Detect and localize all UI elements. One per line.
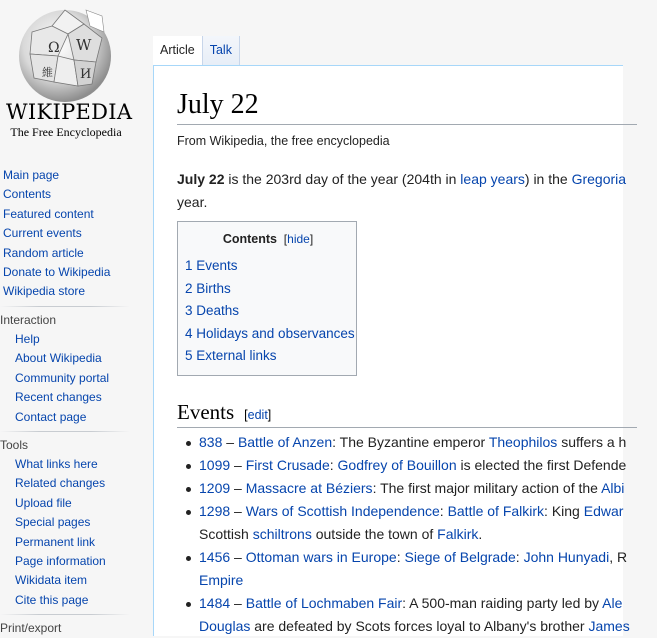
event-text: outside the town of bbox=[311, 526, 438, 542]
svg-text:W: W bbox=[76, 36, 92, 54]
tab-article[interactable]: Article bbox=[153, 36, 203, 65]
edit-link[interactable]: edit bbox=[247, 408, 268, 422]
sidebar-link[interactable]: Contact page bbox=[15, 409, 87, 424]
year-link[interactable]: 1298 bbox=[199, 503, 231, 519]
sidebar-navigation bbox=[3, 166, 110, 302]
event-link[interactable]: James bbox=[588, 618, 630, 634]
sidebar-item-related-changes[interactable] bbox=[15, 474, 106, 493]
sidebar-item-random-article[interactable] bbox=[3, 244, 110, 263]
event-link[interactable]: Battle of Falkirk bbox=[447, 503, 545, 519]
sidebar-item-special-pages[interactable] bbox=[15, 513, 106, 532]
event-link[interactable]: Albi bbox=[601, 480, 625, 496]
event-text: : bbox=[329, 457, 338, 473]
toc-hide-toggle[interactable]: [hide] bbox=[280, 232, 314, 246]
event-text: : King bbox=[544, 503, 584, 519]
svg-text:Ω: Ω bbox=[48, 40, 60, 56]
toc-link-holidays[interactable]: 4 Holidays and observances bbox=[185, 325, 355, 341]
sidebar-item-contents[interactable] bbox=[3, 185, 110, 204]
sidebar-item-cite-this-page[interactable] bbox=[15, 591, 106, 610]
event-continuation bbox=[199, 615, 647, 638]
list-item: 1209 – Massacre at Béziers: The first major military action of the Albi bbox=[177, 477, 647, 500]
list-item: 838 – Battle of Anzen: The Byzantine emperor Theophilos suffers a h bbox=[177, 431, 647, 454]
event-link[interactable]: Godfrey of Bouillon bbox=[337, 457, 457, 473]
event-text: : The Byzantine emperor bbox=[332, 434, 489, 450]
event-text: Scottish bbox=[199, 526, 253, 542]
event-link[interactable]: schiltrons bbox=[252, 526, 312, 542]
sidebar-item-current-events[interactable] bbox=[3, 224, 110, 243]
print-export-heading[interactable]: Print/export bbox=[0, 621, 62, 635]
event-link[interactable]: Siege of Belgrade bbox=[404, 549, 516, 565]
event-text: : bbox=[396, 549, 405, 565]
event-link[interactable]: John Hunyadi bbox=[523, 549, 610, 565]
toc-item[interactable] bbox=[185, 345, 355, 368]
svg-text:維: 維 bbox=[42, 66, 53, 79]
event-text: : bbox=[515, 549, 524, 565]
event-link[interactable]: Battle of Anzen bbox=[237, 434, 333, 450]
event-link[interactable]: Falkirk bbox=[437, 526, 479, 542]
event-link[interactable]: Wars of Scottish Independence bbox=[245, 503, 440, 519]
leap-years-link[interactable]: leap years bbox=[460, 171, 525, 187]
intro-text: is the 203rd day of the year (204th in bbox=[224, 171, 461, 187]
toc-link-events[interactable]: 1 Events bbox=[185, 258, 238, 273]
sidebar-link[interactable]: Wikipedia store bbox=[3, 284, 86, 299]
sidebar-link[interactable]: Permanent link bbox=[15, 534, 96, 549]
sidebar-item-what-links-here[interactable] bbox=[15, 455, 106, 474]
event-text: . bbox=[478, 526, 483, 542]
sidebar-item-recent-changes[interactable] bbox=[15, 388, 109, 407]
sidebar-item-contact-page[interactable] bbox=[15, 408, 109, 427]
list-item: 1456 – Ottoman wars in Europe: Siege of Belgrade: John Hunyadi, R Empire bbox=[177, 546, 647, 592]
events-section-heading bbox=[177, 399, 271, 428]
event-link[interactable]: First Crusade bbox=[245, 457, 330, 473]
year-link[interactable]: 1209 bbox=[199, 480, 231, 496]
tagline: The Free Encyclopedia bbox=[10, 125, 122, 139]
sidebar-item-store[interactable] bbox=[3, 282, 110, 301]
event-text: : A 500-man raiding party led by bbox=[402, 595, 603, 611]
sidebar-link[interactable]: Page information bbox=[15, 553, 106, 568]
event-text: suffers a h bbox=[557, 434, 627, 450]
sidebar-link[interactable]: Featured content bbox=[3, 206, 94, 221]
tab-talk[interactable]: Talk bbox=[203, 36, 240, 65]
sidebar-link[interactable]: Wikidata item bbox=[15, 573, 88, 588]
list-item: 1099 – First Crusade: Godfrey of Bouillon is elected the first Defende bbox=[177, 454, 647, 477]
event-link[interactable]: Ale bbox=[602, 595, 623, 611]
sidebar-item-permanent-link[interactable] bbox=[15, 533, 106, 552]
toc-title bbox=[178, 232, 358, 246]
toc-list bbox=[185, 255, 355, 368]
sidebar-link[interactable]: Main page bbox=[3, 168, 60, 182]
event-link[interactable]: Douglas bbox=[199, 618, 251, 634]
year-link[interactable]: 1484 bbox=[199, 595, 231, 611]
year-link[interactable]: 838 bbox=[199, 434, 223, 450]
event-text: is elected the first Defende bbox=[456, 457, 627, 473]
sidebar-divider bbox=[0, 306, 130, 307]
toc-heading: Contents bbox=[222, 232, 277, 246]
toc-item[interactable] bbox=[185, 278, 355, 301]
site-subtitle: From Wikipedia, the free encyclopedia bbox=[177, 134, 390, 148]
sidebar-link[interactable]: Community portal bbox=[15, 370, 110, 385]
intro-bold-term: July 22 bbox=[177, 171, 225, 187]
event-link[interactable]: Theophilos bbox=[488, 434, 558, 450]
sidebar-link[interactable]: Donate to Wikipedia bbox=[3, 264, 111, 279]
toc-hide-link[interactable]: hide bbox=[287, 232, 310, 246]
toc-link-births[interactable]: 2 Births bbox=[185, 280, 231, 296]
event-continuation bbox=[199, 523, 647, 546]
events-heading-text: Events bbox=[177, 400, 235, 424]
puzzle-globe-icon bbox=[12, 4, 118, 102]
sidebar-link[interactable]: Upload file bbox=[15, 495, 72, 510]
sidebar-link[interactable]: Recent changes bbox=[15, 390, 102, 405]
sidebar-link[interactable]: Contents bbox=[3, 187, 52, 202]
year-link[interactable]: 1456 bbox=[199, 549, 231, 565]
toc-item[interactable] bbox=[185, 300, 355, 323]
intro-text: year. bbox=[177, 194, 208, 210]
sidebar-link[interactable]: Related changes bbox=[15, 476, 106, 491]
sidebar-item-upload-file[interactable] bbox=[15, 494, 106, 513]
sidebar-item-community-portal[interactable] bbox=[15, 369, 109, 388]
section-divider bbox=[177, 427, 637, 428]
sidebar-link[interactable]: Current events bbox=[3, 226, 82, 241]
interaction-heading[interactable]: Interaction bbox=[0, 313, 57, 327]
page-tabs bbox=[153, 36, 240, 66]
events-list bbox=[177, 431, 647, 638]
edit-section[interactable]: [edit] bbox=[244, 408, 272, 422]
toc-link-external-links[interactable]: 5 External links bbox=[185, 348, 277, 364]
sidebar-link[interactable]: About Wikipedia bbox=[15, 351, 102, 366]
sidebar-divider bbox=[0, 431, 130, 432]
event-link[interactable]: Ottoman wars in Europe bbox=[245, 549, 397, 565]
sidebar-item-featured-content[interactable] bbox=[3, 205, 110, 224]
sidebar-item-about[interactable] bbox=[15, 349, 109, 368]
intro-text: ) in the bbox=[524, 171, 572, 187]
sidebar-item-page-information[interactable] bbox=[15, 552, 106, 571]
tools-menu bbox=[15, 455, 106, 610]
wordmark: WIKIPEDIA bbox=[6, 100, 133, 124]
list-item: 1484 – Battle of Lochmaben Fair: A 500-man raiding party led by Ale Douglas are defeated by Scots forces loyal to Albany's brother James bbox=[177, 592, 647, 638]
table-of-contents bbox=[177, 221, 357, 376]
event-link[interactable]: Battle of Lochmaben Fair bbox=[245, 595, 403, 611]
wikipedia-logo[interactable] bbox=[0, 0, 133, 150]
sidebar-link[interactable]: Cite this page bbox=[15, 592, 89, 607]
article-content bbox=[153, 65, 630, 636]
event-text: : The first major military action of the bbox=[372, 480, 602, 496]
sidebar-link[interactable]: Help bbox=[15, 332, 40, 346]
list-item: 1298 – Wars of Scottish Independence: Battle of Falkirk: King Edwar Scottish schiltrons outside the town of Falkirk. bbox=[177, 500, 647, 546]
page-title: July 22 bbox=[177, 89, 259, 120]
sidebar-item-donate[interactable] bbox=[3, 263, 110, 282]
toc-item[interactable] bbox=[185, 255, 355, 278]
tools-heading[interactable]: Tools bbox=[0, 438, 29, 452]
sidebar-link[interactable]: Special pages bbox=[15, 515, 91, 530]
event-text: are defeated by Scots forces loyal to Albany's brother bbox=[250, 618, 589, 634]
event-text: : bbox=[439, 503, 448, 519]
sidebar-item-help[interactable] bbox=[15, 330, 109, 349]
event-text: , R bbox=[609, 549, 628, 565]
interaction-menu bbox=[15, 330, 109, 427]
gregorian-calendar-link[interactable]: Gregoria bbox=[571, 171, 627, 187]
sidebar-link[interactable]: What links here bbox=[15, 457, 98, 471]
intro-paragraph bbox=[177, 168, 632, 214]
toc-link-deaths[interactable]: 3 Deaths bbox=[185, 303, 240, 319]
svg-text:И: И bbox=[80, 67, 92, 82]
year-link[interactable]: 1099 bbox=[199, 457, 231, 473]
event-link[interactable]: Edwar bbox=[583, 503, 624, 519]
title-divider bbox=[177, 124, 637, 125]
sidebar-item-wikidata-item[interactable] bbox=[15, 571, 106, 590]
event-continuation bbox=[199, 569, 647, 592]
toc-item[interactable] bbox=[185, 323, 355, 346]
sidebar-item-main-page[interactable] bbox=[3, 166, 110, 185]
event-link[interactable]: Empire bbox=[199, 572, 244, 588]
sidebar-divider bbox=[0, 614, 130, 615]
sidebar-link[interactable]: Random article bbox=[3, 245, 84, 260]
event-link[interactable]: Massacre at Béziers bbox=[245, 480, 373, 496]
